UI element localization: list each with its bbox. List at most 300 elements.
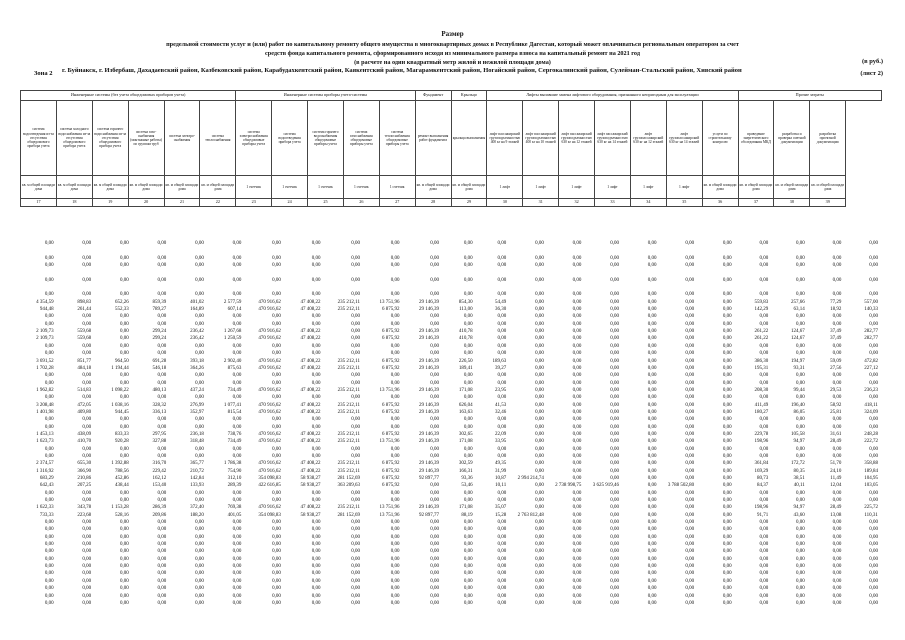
- table-cell: 0,00: [535, 314, 544, 320]
- table-cell: 54,49: [495, 299, 507, 305]
- table-cell: 0,00: [535, 365, 544, 371]
- table-cell: 24,10: [830, 468, 842, 474]
- table-cell: 0,00: [351, 571, 360, 577]
- table-cell: 0,00: [685, 534, 695, 540]
- table-cell: 236,18: [190, 431, 204, 437]
- table-cell: 0,00: [157, 351, 167, 357]
- table-cell: 1 098,22: [111, 387, 129, 393]
- table-cell: 0,00: [430, 277, 440, 283]
- table-cell: 0,00: [82, 424, 92, 430]
- table-cell: 0,00: [685, 527, 695, 533]
- table-cell: 0,00: [195, 593, 204, 599]
- table-cell: 0,00: [722, 255, 732, 261]
- table-cell: 6 875,92: [382, 483, 400, 489]
- header-subsystem-cell: система водоотведения прибора учета: [272, 101, 308, 176]
- table-cell: 0,00: [832, 571, 842, 577]
- table-cell: 6 875,92: [382, 461, 400, 467]
- table-cell: 0,00: [647, 365, 657, 371]
- table-cell: 22,09: [495, 431, 507, 437]
- table-cell: 0,00: [430, 343, 440, 349]
- table-cell: 0,00: [722, 417, 732, 423]
- table-cell: 0,00: [311, 586, 321, 592]
- table-cell: 0,00: [832, 564, 842, 570]
- table-cell: 0,00: [157, 571, 167, 577]
- table-cell: 0,00: [44, 520, 54, 526]
- table-row: [20, 482, 882, 489]
- table-cell: 0,00: [157, 453, 167, 459]
- table-cell: 0,00: [430, 571, 440, 577]
- table-cell: 316,70: [152, 461, 167, 467]
- table-cell: 0,00: [647, 490, 657, 496]
- table-cell: 0,00: [82, 292, 92, 298]
- table-cell: 366,90: [77, 468, 92, 474]
- table-cell: 0,00: [157, 241, 167, 246]
- table-cell: 2 109,73: [36, 336, 54, 342]
- table-row: [20, 424, 882, 431]
- table-cell: 0,00: [82, 314, 92, 320]
- table-cell: 0,00: [351, 329, 360, 335]
- table-cell: [364, 269, 404, 276]
- table-cell: 0,00: [44, 571, 54, 577]
- table-cell: 0,00: [430, 453, 440, 459]
- table-cell: 235 212,11: [337, 299, 360, 305]
- table-cell: 0,00: [351, 549, 360, 555]
- table-cell: 0,00: [722, 453, 732, 459]
- table-row: [20, 504, 882, 511]
- table-cell: 0,00: [722, 277, 732, 283]
- table-cell: 0,00: [796, 395, 805, 401]
- table-cell: 0,00: [82, 542, 92, 548]
- table-cell: 0,00: [869, 571, 878, 577]
- table-cell: 0,00: [610, 439, 619, 445]
- header-subsystem-cell: разработка проектной документации: [810, 101, 846, 176]
- table-cell: 0,00: [647, 431, 657, 437]
- table-cell: 0,00: [430, 351, 440, 357]
- table-cell: 188,20: [190, 512, 204, 518]
- table-cell: 0,00: [157, 255, 167, 261]
- table-cell: 0,00: [44, 417, 54, 423]
- table-cell: 0,00: [832, 527, 842, 533]
- table-cell: 0,00: [722, 387, 732, 393]
- table-row: [20, 335, 882, 342]
- table-cell: 0,00: [796, 351, 805, 357]
- table-cell: 0,00: [232, 490, 242, 496]
- table-cell: [585, 284, 623, 291]
- table-cell: 3 691,52: [36, 358, 54, 364]
- table-cell: 35,07: [495, 505, 507, 511]
- table-cell: 0,00: [497, 277, 507, 283]
- table-cell: 0,00: [119, 571, 129, 577]
- table-cell: 0,00: [272, 241, 281, 246]
- table-cell: [548, 247, 586, 254]
- header-column-number: 19: [92, 199, 128, 207]
- table-cell: 0,00: [722, 329, 732, 335]
- table-cell: [698, 247, 736, 254]
- table-row: [20, 394, 882, 401]
- table-cell: 0,00: [610, 380, 619, 386]
- table-cell: 0,00: [869, 395, 878, 401]
- table-cell: 1 194,44: [111, 365, 129, 371]
- table-cell: 0,00: [82, 520, 92, 526]
- table-cell: 13 751,96: [379, 299, 400, 305]
- header-subsystem-cell: лифт пассажирский грузоподъемностью 630 кг на 14 этажей: [595, 101, 631, 176]
- table-cell: 0,00: [272, 593, 281, 599]
- table-cell: 0,00: [497, 542, 507, 548]
- table-cell: 0,00: [351, 373, 360, 379]
- table-cell: 0,00: [685, 600, 695, 606]
- header-column-number: 34: [630, 199, 666, 207]
- table-cell: 6 875,92: [382, 468, 400, 474]
- table-cell: 0,00: [572, 468, 582, 474]
- table-cell: 207,25: [77, 483, 92, 489]
- table-cell: 0,00: [157, 343, 167, 349]
- table-cell: 196,40: [791, 402, 805, 408]
- table-row: [20, 526, 882, 533]
- table-cell: 0,00: [535, 431, 544, 437]
- table-cell: 0,00: [430, 417, 440, 423]
- table-cell: 0,00: [272, 571, 281, 577]
- table-cell: 0,00: [572, 402, 582, 408]
- table-cell: 1 623,73: [36, 439, 54, 445]
- table-cell: 0,00: [311, 395, 321, 401]
- table-cell: 166,31: [458, 468, 473, 474]
- table-cell: 0,00: [195, 542, 204, 548]
- table-cell: 0,00: [44, 578, 54, 584]
- table-cell: 63,14: [793, 307, 805, 313]
- header-subsystem-cell: система водоотведения из-за отсутствия общедомового прибора учета: [21, 101, 57, 176]
- table-cell: 0,00: [572, 578, 582, 584]
- table-cell: 0,00: [390, 395, 400, 401]
- table-cell: 0,00: [390, 424, 400, 430]
- table-cell: 0,00: [44, 549, 54, 555]
- header-column-number: 24: [272, 199, 308, 207]
- table-cell: 652,26: [114, 299, 129, 305]
- header-column-number: 30: [487, 199, 523, 207]
- table-cell: 0,00: [311, 549, 321, 555]
- header-column-number: 20: [128, 199, 164, 207]
- table-cell: 0,00: [759, 498, 769, 504]
- table-cell: 0,00: [44, 542, 54, 548]
- table-cell: 297,95: [152, 431, 167, 437]
- header-subsystem-row: [21, 101, 882, 176]
- table-cell: 557,00: [864, 299, 878, 305]
- table-cell: [477, 247, 511, 254]
- table-cell: 0,00: [351, 600, 360, 606]
- table-cell: 0,00: [647, 571, 657, 577]
- table-cell: 142,84: [190, 476, 204, 481]
- header-subsystem-cell: система горячего водоснабжения из-за отсутствия общедомового прибора учета: [92, 101, 128, 176]
- table-cell: 47 408,22: [300, 299, 321, 305]
- table-cell: 0,00: [463, 600, 473, 606]
- table-cell: 0,00: [390, 277, 400, 283]
- table-cell: 0,00: [647, 395, 657, 401]
- header-group-cell: Инженерные системы приборы учета-системы: [236, 91, 415, 101]
- table-cell: [772, 247, 809, 254]
- table-cell: 0,00: [195, 534, 204, 540]
- table-cell: 0,00: [463, 534, 473, 540]
- table-cell: 0,00: [722, 549, 732, 555]
- table-cell: 0,00: [195, 578, 204, 584]
- table-cell: 0,00: [869, 292, 878, 298]
- table-cell: 0,00: [610, 520, 619, 526]
- table-cell: 0,00: [685, 431, 695, 437]
- table-cell: 0,00: [119, 373, 129, 379]
- table-cell: 0,00: [722, 586, 732, 592]
- table-cell: 0,00: [497, 336, 507, 342]
- table-cell: [845, 269, 882, 276]
- table-cell: 6 875,92: [382, 365, 400, 371]
- table-cell: 0,00: [535, 329, 544, 335]
- table-cell: 0,00: [119, 586, 129, 592]
- table-cell: 0,00: [390, 446, 400, 452]
- table-cell: 642,43: [39, 483, 54, 489]
- header-column-number: 27: [379, 199, 415, 207]
- table-cell: 276,99: [190, 402, 204, 408]
- table-cell: 0,00: [722, 439, 732, 445]
- table-cell: 0,00: [796, 593, 805, 599]
- table-cell: 0,00: [869, 446, 878, 452]
- table-cell: 0,00: [685, 556, 695, 562]
- table-cell: 0,00: [759, 424, 769, 430]
- table-cell: 327,88: [152, 439, 167, 445]
- table-cell: 0,00: [44, 586, 54, 592]
- header-column-number: 36: [702, 199, 738, 207]
- table-cell: 0,00: [311, 534, 321, 540]
- table-cell: 257,66: [791, 299, 805, 305]
- table-cell: [20, 284, 58, 291]
- table-cell: 363 209,63: [337, 483, 360, 489]
- table-cell: 0,00: [463, 498, 473, 504]
- table-cell: 282,77: [864, 336, 878, 342]
- table-cell: 235 212,11: [337, 431, 360, 437]
- table-cell: 0,00: [869, 263, 878, 269]
- table-cell: 0,00: [44, 527, 54, 533]
- table-cell: 0,00: [351, 395, 360, 401]
- table-row: [20, 431, 882, 438]
- table-cell: 0,00: [535, 556, 544, 562]
- table-cell: 227,12: [864, 365, 878, 371]
- table-cell: 1 401,98: [36, 409, 54, 415]
- table-cell: 235 212,11: [337, 387, 360, 393]
- table-cell: 29 146,39: [419, 329, 440, 335]
- table-cell: 198,96: [754, 439, 769, 445]
- table-cell: 0,00: [390, 417, 400, 423]
- table-cell: 0,00: [647, 498, 657, 504]
- table-row: [20, 328, 882, 335]
- table-cell: 833,33: [114, 431, 129, 437]
- table-cell: 0,00: [685, 549, 695, 555]
- table-cell: 0,00: [832, 586, 842, 592]
- table-row: [20, 453, 882, 460]
- table-cell: 222,72: [864, 439, 878, 445]
- table-cell: 0,00: [119, 395, 129, 401]
- table-cell: 0,00: [82, 395, 92, 401]
- table-cell: 103,05: [864, 483, 878, 489]
- table-cell: 0,00: [610, 387, 619, 393]
- table-cell: 58 938,27: [300, 476, 321, 481]
- table-cell: 29 146,39: [419, 365, 440, 371]
- header-subsystem-cell: лифт пассажирский грузоподъемностью 630 кг на 12 этажей: [559, 101, 595, 176]
- table-cell: 0,00: [119, 527, 129, 533]
- header-column-number: 29: [451, 199, 487, 207]
- table-cell: [404, 284, 444, 291]
- table-row: [20, 534, 882, 541]
- table-cell: 33,95: [495, 439, 507, 445]
- table-cell: 235 212,11: [337, 358, 360, 364]
- header-column-number: 25: [308, 199, 344, 207]
- table-cell: 198,96: [754, 505, 769, 511]
- table-cell: 0,00: [195, 314, 204, 320]
- table-cell: 124,67: [791, 336, 805, 342]
- table-cell: 29,53: [830, 387, 842, 393]
- table-cell: 93,31: [793, 365, 805, 371]
- table-cell: 0,00: [610, 365, 619, 371]
- header-column-number: 35: [666, 199, 702, 207]
- table-cell: 29 146,39: [419, 336, 440, 342]
- table-cell: 0,00: [685, 578, 695, 584]
- table-cell: 0,00: [535, 409, 544, 415]
- table-cell: 0,00: [535, 542, 544, 548]
- table-cell: 0,00: [722, 373, 732, 379]
- table-cell: 13,08: [830, 512, 842, 518]
- table-cell: 0,00: [44, 600, 54, 606]
- table-cell: 0,00: [157, 578, 167, 584]
- table-cell: 0,00: [82, 571, 92, 577]
- table-cell: 0,00: [610, 600, 619, 606]
- table-cell: [809, 247, 846, 254]
- table-cell: 0,00: [430, 593, 440, 599]
- table-cell: 0,00: [463, 527, 473, 533]
- table-cell: 0,00: [497, 351, 507, 357]
- table-cell: 0,00: [311, 446, 321, 452]
- table-cell: [548, 284, 586, 291]
- table-cell: 0,00: [832, 446, 842, 452]
- document-title: Размер: [441, 30, 464, 38]
- header-column-number: 17: [21, 199, 57, 207]
- table-cell: 0,00: [119, 424, 129, 430]
- table-cell: 0,00: [430, 527, 440, 533]
- table-cell: 0,00: [572, 505, 582, 511]
- table-cell: 47 408,22: [300, 365, 321, 371]
- table-cell: 312,10: [227, 476, 242, 481]
- table-cell: 0,00: [195, 395, 204, 401]
- table-cell: 0,00: [311, 593, 321, 599]
- table-cell: 0,00: [722, 365, 732, 371]
- table-cell: 0,00: [390, 542, 400, 548]
- table-cell: 13 751,96: [379, 387, 400, 393]
- table-cell: 0,00: [390, 520, 400, 526]
- table-cell: 0,00: [610, 373, 619, 379]
- table-cell: 0,00: [832, 556, 842, 562]
- table-cell: 0,00: [759, 351, 769, 357]
- table-cell: 0,00: [535, 321, 544, 327]
- table-cell: 0,00: [832, 578, 842, 584]
- table-cell: 29 146,39: [419, 358, 440, 364]
- header-column-number: 37: [738, 199, 774, 207]
- table-cell: 0,00: [82, 255, 92, 261]
- table-cell: 40,11: [793, 483, 805, 489]
- table-cell: 0,00: [572, 453, 582, 459]
- table-cell: 0,00: [463, 314, 473, 320]
- table-cell: 0,00: [685, 380, 695, 386]
- table-cell: 0,00: [869, 600, 878, 606]
- header-column-number: 21: [164, 199, 200, 207]
- table-cell: 0,00: [232, 417, 242, 423]
- table-cell: 0,00: [232, 556, 242, 562]
- table-cell: 0,00: [463, 542, 473, 548]
- table-cell: 0,00: [722, 351, 732, 357]
- table-cell: 438,09: [77, 431, 92, 437]
- table-cell: 29 146,39: [419, 431, 440, 437]
- table-cell: 0,00: [647, 307, 657, 313]
- table-cell: 0,00: [119, 564, 129, 570]
- table-cell: 29 146,39: [419, 307, 440, 313]
- table-cell: 0,00: [232, 549, 242, 555]
- table-cell: 0,00: [272, 446, 281, 452]
- table-cell: 0,00: [351, 490, 360, 496]
- table-cell: 0,00: [685, 314, 695, 320]
- table-cell: 0,00: [759, 321, 769, 327]
- table-cell: 0,00: [610, 424, 619, 430]
- table-cell: 0,00: [232, 424, 242, 430]
- table-cell: 0,00: [610, 314, 619, 320]
- table-cell: [623, 247, 661, 254]
- table-cell: 354 098,83: [258, 512, 281, 518]
- table-cell: 0,00: [572, 417, 582, 423]
- table-cell: 851,77: [77, 358, 92, 364]
- table-cell: 0,00: [82, 498, 92, 504]
- table-cell: 0,00: [647, 593, 657, 599]
- table-cell: 0,00: [311, 321, 321, 327]
- table-cell: 0,00: [82, 351, 92, 357]
- table-row: [20, 262, 882, 269]
- table-cell: [585, 269, 623, 276]
- table-cell: 875,63: [227, 365, 242, 371]
- table-cell: 0,00: [685, 307, 695, 313]
- table-cell: 4 354,59: [36, 299, 54, 305]
- table-cell: 0,00: [572, 461, 582, 467]
- table-cell: 208,30: [754, 387, 769, 393]
- table-cell: 0,00: [157, 321, 167, 327]
- table-cell: 13 751,96: [379, 512, 400, 518]
- table-cell: 0,00: [463, 564, 473, 570]
- header-unit-cell: 1 лифт: [523, 176, 559, 199]
- table-cell: 0,00: [195, 373, 204, 379]
- table-cell: 626,04: [458, 402, 473, 408]
- table-cell: 0,00: [390, 600, 400, 606]
- table-cell: 0,00: [351, 556, 360, 562]
- table-cell: 964,50: [114, 358, 129, 364]
- table-cell: 0,00: [610, 578, 619, 584]
- header-unit-cell: кв. м общей площади дома: [774, 176, 810, 199]
- table-cell: 944,45: [114, 409, 129, 415]
- table-cell: 0,00: [759, 314, 769, 320]
- table-cell: 153,40: [152, 483, 167, 489]
- table-cell: 0,00: [272, 263, 281, 269]
- table-cell: 393,18: [190, 358, 204, 364]
- table-cell: 0,00: [572, 490, 582, 496]
- table-cell: [404, 269, 444, 276]
- table-cell: 0,00: [430, 564, 440, 570]
- table-cell: 51,70: [830, 461, 842, 467]
- table-cell: [170, 284, 208, 291]
- table-cell: 0,00: [796, 564, 805, 570]
- table-cell: 0,00: [497, 586, 507, 592]
- table-cell: 0,00: [647, 351, 657, 357]
- table-cell: [170, 247, 208, 254]
- table-cell: 171,08: [458, 439, 473, 445]
- table-cell: 0,00: [647, 527, 657, 533]
